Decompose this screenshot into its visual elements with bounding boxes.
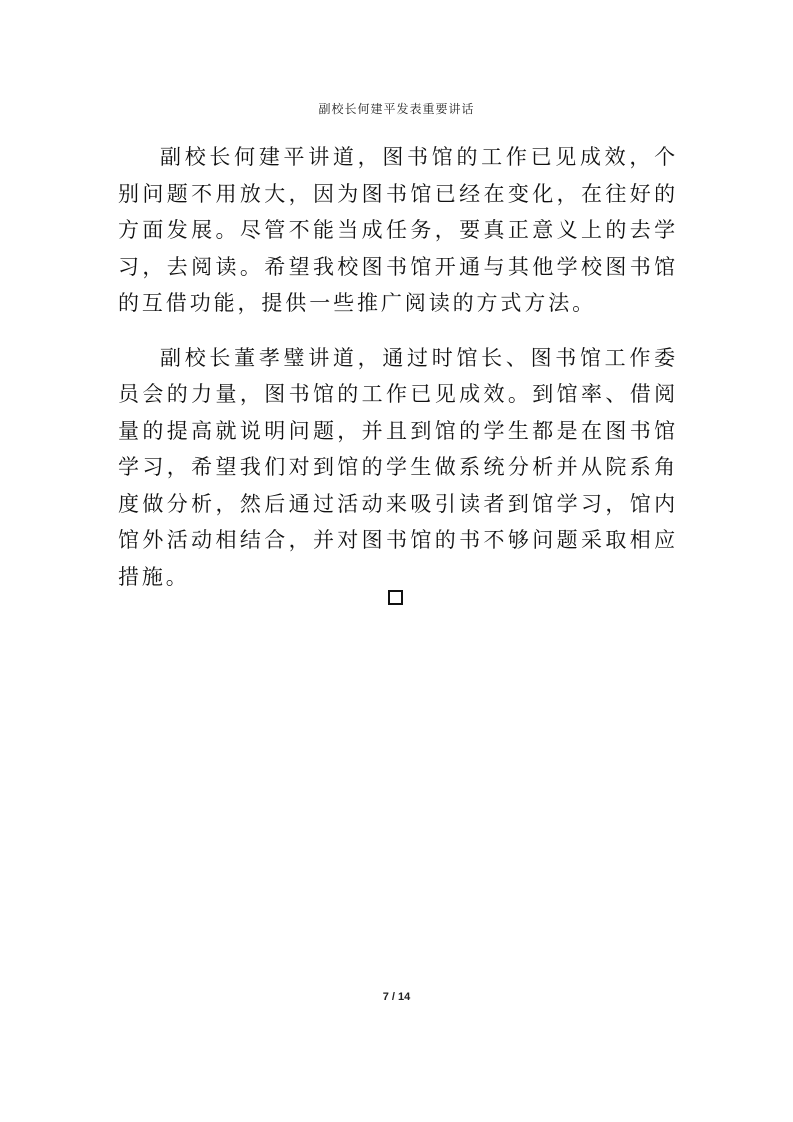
paragraph-dong-xiaobi: 副校长董孝璧讲道，通过时馆长、图书馆工作委员会的力量，图书馆的工作已见成效。到馆率、借阅量的提高就说明问题，并且到馆的学生都是在图书馆学习，希望我们对到馆的学生做系统分析并从院系角度做分析，然后通过活动来吸引读者到馆学习，馆内馆外活动相结合，并对图书馆的书不够问题采取相应措施。 <box>118 345 678 589</box>
running-header: 副校长何建平发表重要讲话 <box>318 102 475 116</box>
body-text <box>118 139 678 595</box>
page-number: 7 / 14 <box>382 991 411 1003</box>
end-mark-box <box>388 590 403 605</box>
paragraph-he-jianping: 副校长何建平讲道，图书馆的工作已见成效，个别问题不用放大，因为图书馆已经在变化，在往好的方面发展。尽管不能当成任务，要真正意义上的去学习，去阅读。希望我校图书馆开通与其他学校图书馆的互借功能，提供一些推广阅读的方式方法。 <box>118 145 678 315</box>
